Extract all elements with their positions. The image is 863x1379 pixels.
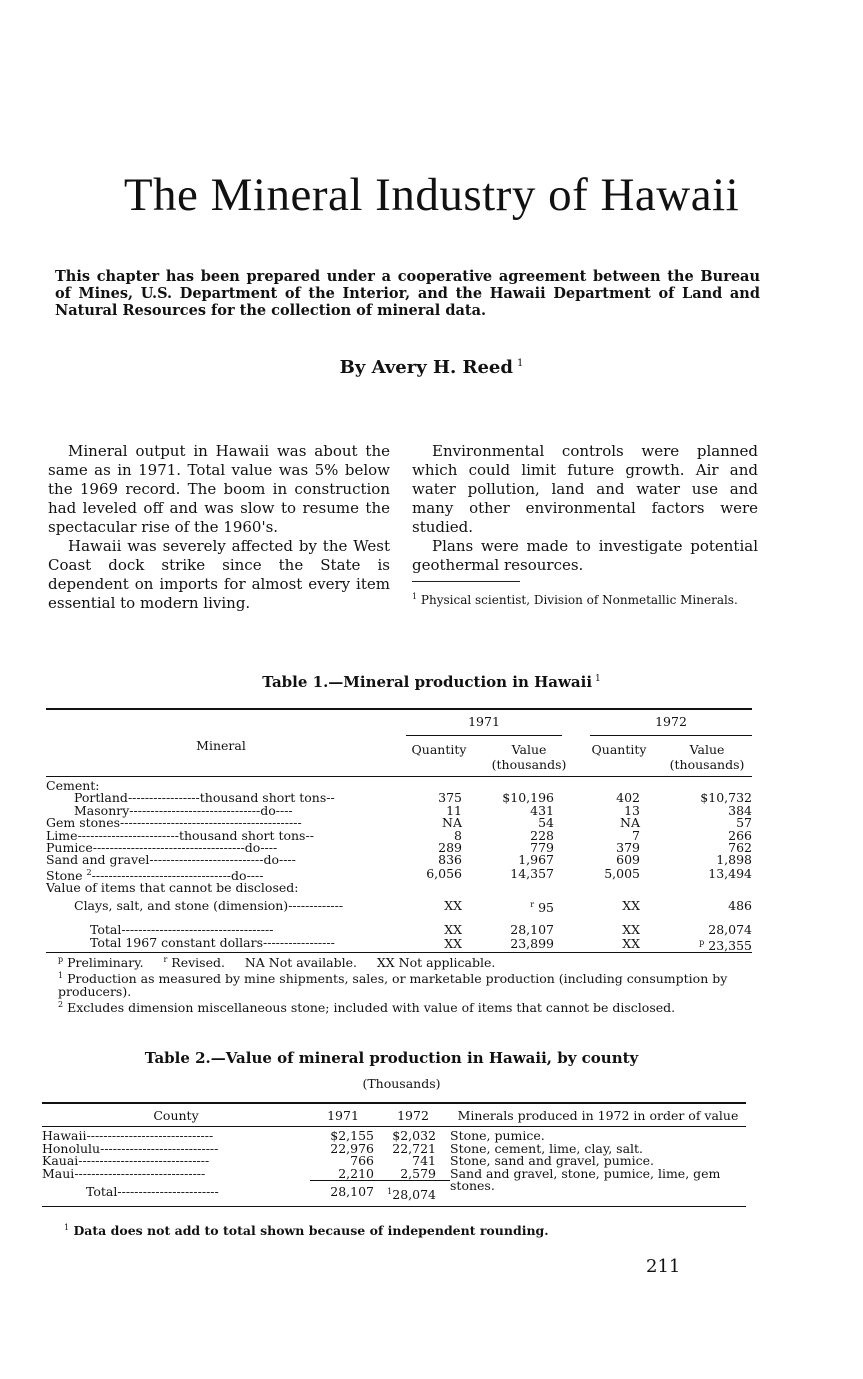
footnote-ref: 1 xyxy=(64,1223,70,1232)
footnote-ref: 2 xyxy=(58,1000,64,1010)
leader-dots: --------------------------------- xyxy=(91,868,232,883)
footnote-ref: 1 xyxy=(387,1187,393,1196)
row-label: Cement: xyxy=(46,778,100,793)
value-unit: (thousands) xyxy=(669,757,745,772)
minerals-cell: Stone, sand and gravel, pumice. xyxy=(450,1153,654,1168)
county-name: Kauai xyxy=(42,1153,79,1168)
unit: do xyxy=(263,852,279,868)
cell-value: 28,074 xyxy=(392,1187,436,1203)
cell: XX xyxy=(444,898,462,914)
author-footnote xyxy=(412,590,758,607)
cell: 2,579 xyxy=(400,1165,436,1181)
footnote-ref: 1 xyxy=(412,592,418,601)
right-column xyxy=(412,442,758,607)
leader-dots: --------------------------- xyxy=(149,852,264,868)
table-row xyxy=(46,937,752,953)
leader-dots: -- xyxy=(305,827,314,843)
mark: p xyxy=(58,955,64,964)
cell: 228 xyxy=(530,827,554,843)
byline-text: By Avery H. Reed xyxy=(339,357,513,378)
leader-dots: ---------------------------- xyxy=(100,1140,219,1156)
cell-value: 95 xyxy=(538,899,554,915)
cell xyxy=(376,1181,450,1207)
footnote-text: Excludes dimension miscellaneous stone; included with value of items that cannot be disclosed. xyxy=(67,1000,676,1016)
cell: 11 xyxy=(446,802,462,818)
cell: NA xyxy=(442,815,462,831)
cell: 609 xyxy=(616,852,640,868)
cell: $2,155 xyxy=(330,1128,374,1143)
unit: do xyxy=(244,840,261,856)
cell: 762 xyxy=(728,840,752,856)
mineral-name: Lime xyxy=(46,827,78,843)
table2-caption: Table 2.—Value of mineral production in Hawaii, by county xyxy=(144,1049,639,1067)
legend-text: NA Not available. xyxy=(244,955,357,971)
col-header-value xyxy=(482,742,576,777)
col-header-1971 xyxy=(396,709,576,742)
page-title: The Mineral Industry of Hawaii xyxy=(123,169,740,221)
cell: 741 xyxy=(412,1153,436,1168)
county-cell xyxy=(42,1181,310,1207)
cell: 766 xyxy=(350,1153,374,1168)
mineral-name: Gem stones xyxy=(46,815,121,831)
cell: 266 xyxy=(728,827,752,843)
footnote-rule xyxy=(412,581,520,582)
unit: thousand short tons xyxy=(199,790,327,806)
leader-dots: ------------------------------ xyxy=(86,1128,214,1143)
table-row xyxy=(46,914,752,936)
leader-dots: ------------------------ xyxy=(77,827,179,843)
unit: do xyxy=(260,802,276,818)
table2-footnote xyxy=(64,1223,549,1238)
cell: 836 xyxy=(438,852,462,868)
row-label xyxy=(46,895,396,915)
cell: 13 xyxy=(624,802,640,818)
col-header-quantity: Quantity xyxy=(396,742,482,777)
cell: 1,967 xyxy=(518,852,554,868)
body-paragraph: Mineral output in Hawaii was about the same as in 1971. Total value was 5% below the 1969 record. The boom in construction had leveled off and was slow to resume the spectacular rise of the 1960's. xyxy=(48,442,390,536)
left-column xyxy=(48,442,390,613)
footnote-text: Production as measured by mine shipments, sales, or marketable production (including consumption by producers). xyxy=(58,971,728,1000)
table-row xyxy=(42,1168,746,1181)
col-header-1971: 1971 xyxy=(310,1103,376,1127)
value-label: Value xyxy=(689,742,725,757)
table2 xyxy=(42,1102,746,1207)
cell: 486 xyxy=(728,898,752,914)
county-name: Maui xyxy=(42,1165,75,1181)
cell xyxy=(482,895,576,915)
cell: XX xyxy=(576,937,662,953)
footnote-text: Data does not add to total shown because of independent rounding. xyxy=(73,1223,549,1239)
intro-paragraph: This chapter has been prepared under a cooperative agreement between the Bureau of Mines, U.S. Department of the Interior, and the Hawaii Department of Land and Natural Resources for the collection of mineral data. xyxy=(55,268,760,319)
col-header-value xyxy=(662,742,752,777)
mineral-name: Portland xyxy=(74,790,128,806)
page-number: 211 xyxy=(646,1256,681,1277)
value-label: Value xyxy=(511,742,547,757)
cell: NA xyxy=(620,815,640,831)
cell: XX xyxy=(622,922,640,938)
total-label: Total xyxy=(86,1183,118,1199)
leader-dots: ------------- xyxy=(288,898,344,914)
cell: 1,898 xyxy=(716,852,752,868)
leader-dots: ------------------------------- xyxy=(74,1165,206,1181)
table1-caption xyxy=(0,673,863,691)
cell: 2,210 xyxy=(338,1165,374,1181)
cell: 5,005 xyxy=(604,866,640,882)
mineral-name: Sand and gravel xyxy=(46,852,150,868)
footnote-ref: 1 xyxy=(58,971,64,981)
leader-dots: ------------------------ xyxy=(117,1183,219,1199)
body-paragraph: Hawaii was severely affected by the West Coast dock strike since the State is dependent on imports for almost every item essential to modern living. xyxy=(48,537,390,612)
row-label xyxy=(46,854,396,866)
table-footnote xyxy=(46,998,752,1014)
year-label: 1971 xyxy=(406,714,562,736)
cell: 6,056 xyxy=(426,866,462,882)
footnote-text: Physical scientist, Division of Nonmetallic Minerals. xyxy=(420,593,738,607)
cell: XX xyxy=(396,937,482,953)
cell: 13,494 xyxy=(708,866,752,882)
minerals-cell: Stone, pumice. xyxy=(450,1128,545,1143)
cell: 384 xyxy=(728,802,752,818)
cell: 431 xyxy=(530,802,554,818)
symbol-legend xyxy=(46,953,752,969)
body-paragraph: Plans were made to investigate potential geothermal resources. xyxy=(412,537,758,574)
col-header-1972: 1972 xyxy=(376,1103,450,1127)
minerals-cell: Sand and gravel, stone, pumice, lime, gem stones. xyxy=(450,1165,721,1193)
table1-caption-ref: 1 xyxy=(595,674,601,684)
cell: 28,107 xyxy=(310,1181,376,1207)
cell xyxy=(662,937,752,953)
mineral-name: Pumice xyxy=(46,840,93,856)
revised-mark: r xyxy=(530,899,535,909)
leader-dots: ------------------------------- xyxy=(129,802,261,818)
col-header-mineral: Mineral xyxy=(46,709,396,777)
mineral-name: Clays, salt, and stone (dimension) xyxy=(74,898,289,914)
legend-text: Preliminary. xyxy=(67,955,144,971)
cell: 379 xyxy=(616,840,640,856)
total-label: Total xyxy=(90,922,122,938)
cell: XX xyxy=(444,922,462,938)
leader-dots: ------------------------------------------- xyxy=(120,815,302,831)
mineral-name: Masonry xyxy=(74,802,130,818)
legend-text: Revised. xyxy=(171,955,225,971)
cell: 23,899 xyxy=(482,937,576,953)
table-row xyxy=(46,895,752,915)
year-label: 1972 xyxy=(590,714,752,736)
table1 xyxy=(46,708,752,953)
cell: $2,032 xyxy=(392,1128,436,1143)
leader-dots: ---- xyxy=(278,852,296,868)
cell: 57 xyxy=(736,815,752,831)
col-header-county: County xyxy=(42,1103,310,1127)
minerals-cell: Stone, cement, lime, clay, salt. xyxy=(450,1140,644,1156)
col-header-minerals: Minerals produced in 1972 in order of value xyxy=(450,1103,746,1127)
table-footnote xyxy=(46,969,752,998)
footnote-ref: 2 xyxy=(86,867,92,877)
cell: 28,074 xyxy=(708,922,752,938)
cell: 14,357 xyxy=(510,866,554,882)
cell: 7 xyxy=(632,827,640,843)
total-label: Total 1967 constant dollars xyxy=(90,934,264,950)
cell: $10,196 xyxy=(502,790,554,806)
table-row xyxy=(46,854,752,866)
cell: XX xyxy=(622,898,640,914)
leader-dots: ----------------- xyxy=(263,934,335,950)
col-header-quantity: Quantity xyxy=(576,742,662,777)
leader-dots: -- xyxy=(326,790,335,806)
leader-dots: ------------------------------- xyxy=(78,1153,210,1168)
row-label: Value of items that cannot be disclosed: xyxy=(46,880,299,896)
leader-dots: ----------------- xyxy=(127,790,200,806)
row-label xyxy=(46,934,396,953)
cell: 54 xyxy=(538,815,554,831)
value-unit: (thousands) xyxy=(491,757,567,772)
col-header-1972 xyxy=(576,709,752,742)
mark: r xyxy=(163,955,168,964)
county-cell xyxy=(42,1165,310,1181)
cell: 375 xyxy=(438,790,462,806)
row-label xyxy=(46,914,396,936)
leader-dots: ---- xyxy=(260,840,278,856)
cell: 779 xyxy=(530,840,554,856)
county-name: Hawaii xyxy=(42,1128,87,1143)
unit: do xyxy=(231,868,247,883)
preliminary-mark: p xyxy=(699,937,705,947)
cell: 8 xyxy=(454,827,462,843)
byline xyxy=(0,357,863,378)
legend-text: XX Not applicable. xyxy=(376,955,496,971)
byline-note-ref: 1 xyxy=(516,358,524,369)
cell: $10,732 xyxy=(700,790,752,806)
table1-caption-text: Table 1.—Mineral production in Hawaii xyxy=(262,673,593,691)
leader-dots: ---- xyxy=(246,868,264,883)
table-row xyxy=(46,882,752,894)
table1-notes xyxy=(46,953,752,1014)
mineral-name: Stone xyxy=(46,868,83,883)
leader-dots: ------------------------------------ xyxy=(92,840,245,856)
cell: 22,976 xyxy=(330,1140,374,1156)
cell: 28,107 xyxy=(510,922,554,938)
leader-dots: ---- xyxy=(275,802,293,818)
leader-dots: ------------------------------------ xyxy=(121,922,274,938)
cell: 402 xyxy=(616,790,640,806)
cell: 289 xyxy=(438,840,462,856)
body-paragraph: Environmental controls were planned which could limit future growth. Air and water pollution, land and water use and many other environmental factors were studied. xyxy=(412,442,758,536)
unit: thousand short tons xyxy=(178,827,306,843)
cell-value: 23,355 xyxy=(708,937,752,953)
table2-subcaption: (Thousands) xyxy=(362,1076,441,1091)
county-name: Honolulu xyxy=(42,1140,101,1156)
cell: 22,721 xyxy=(392,1140,436,1156)
